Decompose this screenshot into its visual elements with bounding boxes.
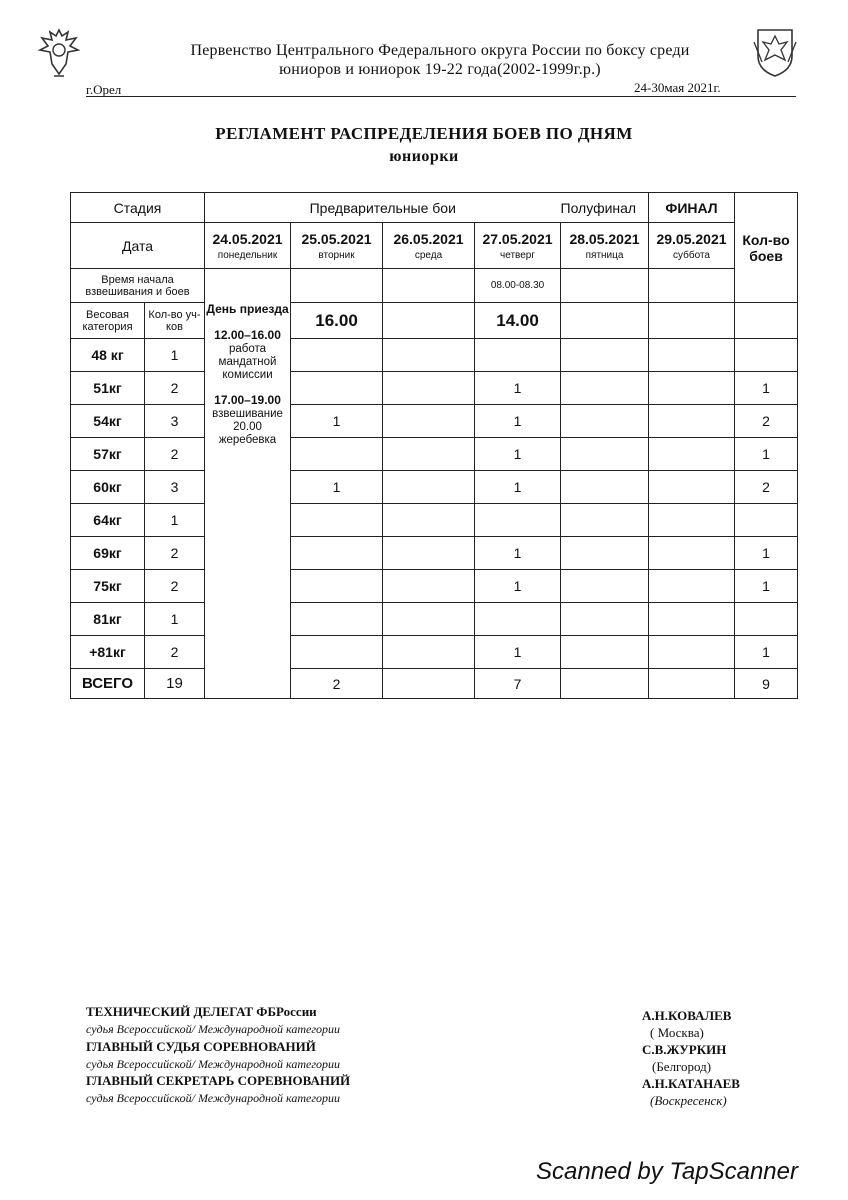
emblem-eagle-icon — [36, 24, 82, 82]
signature-category: судья Всероссийской/ Международной категории — [86, 1022, 340, 1036]
empty-cell — [383, 504, 475, 537]
day-date: 28.05.2021 — [569, 230, 640, 247]
bouts-total: 2 — [735, 405, 798, 438]
weight-category: 69кг — [71, 537, 145, 570]
total-thu: 7 — [475, 669, 561, 699]
stage-row — [71, 193, 798, 223]
bouts-total — [735, 504, 798, 537]
bouts-header — [735, 193, 798, 303]
empty-cell — [383, 438, 475, 471]
official-name: А.Н.КОВАЛЕВ — [642, 1008, 732, 1023]
day-date: 26.05.2021 — [393, 230, 464, 247]
total-tue: 2 — [291, 669, 383, 699]
prelim-label: Предварительные бои — [205, 193, 561, 223]
weight-row — [71, 636, 798, 669]
empty-cell — [561, 537, 649, 570]
empty-cell — [561, 636, 649, 669]
bouts-total: 1 — [735, 537, 798, 570]
participants: 2 — [145, 372, 205, 405]
bouts-tue — [291, 339, 383, 372]
empty-cell — [649, 269, 735, 303]
participants: 2 — [145, 636, 205, 669]
weight-row — [71, 438, 798, 471]
empty-cell — [383, 471, 475, 504]
participants: 1 — [145, 603, 205, 636]
empty-cell — [561, 303, 649, 339]
empty-cell — [561, 339, 649, 372]
weight-category: 75кг — [71, 570, 145, 603]
semifinal-label: Полуфинал — [561, 193, 649, 223]
bouts-tue — [291, 570, 383, 603]
bouts-thu — [475, 504, 561, 537]
bouts-total: 1 — [735, 570, 798, 603]
day-date: 25.05.2021 — [301, 230, 372, 247]
weight-category: 81кг — [71, 603, 145, 636]
bouts-tue: 1 — [291, 471, 383, 504]
empty-cell — [561, 269, 649, 303]
bouts-tue — [291, 372, 383, 405]
bouts-thu — [475, 603, 561, 636]
empty-cell — [383, 570, 475, 603]
empty-cell — [649, 438, 735, 471]
weight-category: 48 кг — [71, 339, 145, 372]
weight-row — [71, 537, 798, 570]
bouts-tue: 1 — [291, 405, 383, 438]
empty-cell — [383, 303, 475, 339]
date-row — [71, 223, 798, 269]
bouts-total: 1 — [735, 438, 798, 471]
official-city: ( Москва) — [650, 1025, 704, 1040]
time-label: Время начала взвешивания и боев — [71, 269, 205, 303]
scanner-watermark: Scanned by TapScanner — [536, 1158, 798, 1185]
empty-cell — [649, 372, 735, 405]
weight-category: 57кг — [71, 438, 145, 471]
empty-cell — [383, 603, 475, 636]
bouts-thu: 1 — [475, 372, 561, 405]
time-row — [71, 269, 798, 303]
day-cell — [205, 223, 291, 269]
day-name: четверг — [500, 249, 536, 261]
day-name: вторник — [318, 249, 355, 261]
federation-emblem-icon — [752, 22, 798, 80]
arrival-time3: 20.00 — [233, 421, 262, 433]
final-label: ФИНАЛ — [649, 193, 735, 223]
weight-category: 51кг — [71, 372, 145, 405]
total-participants: 19 — [145, 669, 205, 699]
signature-role-delegate: ТЕХНИЧЕСКИЙ ДЕЛЕГАТ ФБРоссии — [86, 1004, 317, 1019]
empty-cell — [649, 603, 735, 636]
bouts-total: 2 — [735, 471, 798, 504]
official-city: (Белгород) — [652, 1059, 712, 1074]
arrival-time2: 17.00–19.00 — [214, 393, 281, 407]
signature-role-chief-judge: ГЛАВНЫЙ СУДЬЯ СОРЕВНОВАНИЙ — [86, 1039, 316, 1054]
official-name: С.В.ЖУРКИН — [642, 1042, 727, 1057]
date-label: Дата — [71, 223, 205, 269]
day-name: пятница — [585, 249, 624, 261]
participants: 3 — [145, 471, 205, 504]
empty-cell — [649, 303, 735, 339]
total-row — [71, 669, 798, 699]
participants: 1 — [145, 504, 205, 537]
participants: 2 — [145, 537, 205, 570]
header-divider — [86, 96, 796, 97]
arrival-text1: работа мандатной комиссии — [218, 343, 277, 381]
document-title: РЕГЛАМЕНТ РАСПРЕДЕЛЕНИЯ БОЕВ ПО ДНЯМ — [215, 124, 633, 143]
signature-role-secretary: ГЛАВНЫЙ СЕКРЕТАРЬ СОРЕВНОВАНИЙ — [86, 1073, 351, 1088]
empty-cell — [383, 269, 475, 303]
empty-cell — [561, 372, 649, 405]
bouts-thu — [475, 339, 561, 372]
participants: 1 — [145, 339, 205, 372]
empty-cell — [649, 669, 735, 699]
document-subtitle: юниорки — [389, 148, 459, 165]
bouts-total — [735, 603, 798, 636]
empty-cell — [649, 405, 735, 438]
bouts-thu: 1 — [475, 570, 561, 603]
empty-cell — [649, 570, 735, 603]
empty-cell — [561, 603, 649, 636]
empty-cell — [561, 570, 649, 603]
arrival-time1: 12.00–16.00 — [214, 328, 281, 342]
weigh-time: 08.00-08.30 — [475, 269, 561, 303]
day-date: 27.05.2021 — [482, 230, 553, 247]
bouts-tue — [291, 603, 383, 636]
championship-title-line1: Первенство Центрального Федерального округа России по боксу среди — [190, 42, 690, 59]
bouts-total: 1 — [735, 372, 798, 405]
day-cell — [475, 223, 561, 269]
official-name: А.Н.КАТАНАЕВ — [642, 1076, 740, 1091]
championship-title-line2: юниоров и юниорок 19-22 года(2002-1999г.р.) — [279, 61, 601, 78]
count-label: Кол-во уч-ков — [145, 303, 205, 339]
bouts-tue — [291, 504, 383, 537]
bouts-total: 1 — [735, 636, 798, 669]
total-bouts: 9 — [735, 669, 798, 699]
empty-cell — [383, 636, 475, 669]
weight-row — [71, 339, 798, 372]
total-label: ВСЕГО — [71, 669, 145, 699]
weight-category: 54кг — [71, 405, 145, 438]
participants: 2 — [145, 570, 205, 603]
weight-label: Весовая категория — [71, 303, 145, 339]
empty-cell — [649, 471, 735, 504]
empty-cell — [383, 669, 475, 699]
day-cell — [649, 223, 735, 269]
weight-row — [71, 570, 798, 603]
arrival-text3: жеребевка — [218, 434, 277, 446]
empty-cell — [383, 372, 475, 405]
empty-cell — [649, 537, 735, 570]
day-name: суббота — [673, 249, 710, 261]
empty-cell — [291, 269, 383, 303]
empty-cell — [561, 471, 649, 504]
empty-cell — [561, 504, 649, 537]
bouts-thu: 1 — [475, 438, 561, 471]
weight-row — [71, 372, 798, 405]
empty-cell — [561, 669, 649, 699]
bouts-thu: 1 — [475, 405, 561, 438]
bouts-total — [735, 339, 798, 372]
day-cell — [561, 223, 649, 269]
weight-row — [71, 504, 798, 537]
participants: 2 — [145, 438, 205, 471]
bouts-thu: 1 — [475, 636, 561, 669]
stage-label: Стадия — [71, 193, 205, 223]
empty-cell — [649, 636, 735, 669]
schedule-table — [70, 192, 798, 699]
empty-cell — [649, 504, 735, 537]
weight-row — [71, 471, 798, 504]
empty-cell — [383, 339, 475, 372]
official-city: (Воскресенск) — [650, 1093, 727, 1108]
weight-category: 64кг — [71, 504, 145, 537]
bouts-tue — [291, 438, 383, 471]
weight-category: 60кг — [71, 471, 145, 504]
day-name: понедельник — [217, 249, 278, 261]
empty-cell — [561, 405, 649, 438]
arrival-text2: взвешивание — [212, 408, 283, 420]
day-date: 29.05.2021 — [656, 230, 727, 247]
bouts-tue — [291, 636, 383, 669]
signature-category: судья Всероссийской/ Международной категории — [86, 1057, 340, 1071]
day-name: среда — [414, 249, 443, 261]
bouts-thu: 1 — [475, 471, 561, 504]
event-dates: 24-30мая 2021г. — [634, 80, 721, 95]
empty-cell — [561, 438, 649, 471]
weight-row — [71, 405, 798, 438]
bouts-thu: 1 — [475, 537, 561, 570]
city: г.Орел — [86, 82, 122, 97]
empty-cell — [383, 537, 475, 570]
bouts-header-text: Кол-во боев — [742, 231, 790, 264]
weight-category: +81кг — [71, 636, 145, 669]
weight-row — [71, 603, 798, 636]
day-date: 24.05.2021 — [212, 230, 283, 247]
arrival-day-cell — [205, 269, 291, 699]
bouts-tue — [291, 537, 383, 570]
empty-cell — [649, 339, 735, 372]
arrival-title: День приезда — [206, 302, 289, 316]
participants: 3 — [145, 405, 205, 438]
start-time-thu: 14.00 — [475, 303, 561, 339]
category-header-row — [71, 303, 798, 339]
day-cell — [291, 223, 383, 269]
empty-cell — [383, 405, 475, 438]
empty-cell — [735, 303, 798, 339]
day-cell — [383, 223, 475, 269]
signature-category: судья Всероссийской/ Международной категории — [86, 1091, 340, 1105]
start-time-tue: 16.00 — [291, 303, 383, 339]
